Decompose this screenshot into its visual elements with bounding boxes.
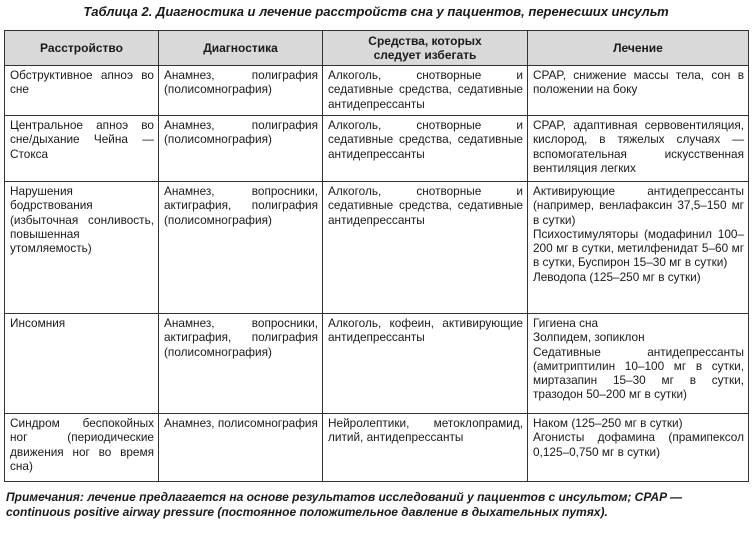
treatment-line: Леводопа (125–250 мг в сутки) (533, 269, 701, 284)
treatment-line: Психостимуляторы (модафинил 100–200 мг в сутки, метилфенидат 5–60 мг в сутки, Буспирон 15–30 мг в сутки) (533, 226, 744, 270)
header-disorder: Расстройство (5, 31, 159, 66)
header-diagnostics: Диагностика (159, 31, 323, 66)
cell-treatment (528, 66, 749, 116)
table-notes: Примечания: лечение предлагается на основе результатов исследований у пациентов с инсультом; CPAP — continuous positive airway pressure (постоянное положительное давление в дыхательных путях). (6, 490, 682, 519)
header-avoid-line-2: следует избегать (373, 48, 477, 62)
table-row (5, 66, 749, 116)
cell-avoid: Нейролептики, метоклопрамид, литий, антидепрессанты (323, 414, 528, 482)
treatment-line: Седативные антидепрессанты (амитриптилин 10–100 мг в сутки, миртазапин 15–30 мг в сутки, тразодон 50–200 мг в сутки) (533, 344, 744, 402)
cell-diagnostics: Анамнез, полиграфия (полисомнография) (159, 66, 323, 116)
cell-diagnostics: Анамнез, полисомнография (159, 414, 323, 482)
treatment-line: Активирующие антидепрессанты (например, венлафаксин 37,5–150 мг в сутки) (533, 184, 744, 227)
table-header-row (5, 31, 749, 66)
treatment-line: Наком (125–250 мг в сутки) (533, 416, 683, 430)
header-avoid-line-1: Средства, которых (368, 33, 482, 48)
cell-avoid: Алкоголь, кофеин, активирующие антидепрессанты (323, 314, 528, 414)
treatment-line: Золпидем, зопиклон (533, 330, 645, 345)
table-row (5, 314, 749, 414)
cell-treatment (528, 116, 749, 182)
cell-disorder: Обструктивное апноэ во сне (5, 66, 159, 116)
table-title: Таблица 2. Диагностика и лечение расстройств сна у пациентов, перенесших инсульт (83, 4, 669, 19)
table-row (5, 182, 749, 314)
cell-treatment (528, 182, 749, 314)
cell-diagnostics: Анамнез, полиграфия (полисомнография) (159, 116, 323, 182)
treatment-line: Гигиена сна (533, 316, 599, 330)
treatment-line: Агонисты дофамина (прамипексол 0,125–0,750 мг в сутки) (533, 430, 744, 459)
table-row (5, 116, 749, 182)
cell-avoid: Алкоголь, снотворные и седативные средства, седативные антидепрессанты (323, 66, 528, 116)
cell-avoid: Алкоголь, снотворные и седативные средства, седативные антидепрессанты (323, 116, 528, 182)
cell-treatment (528, 414, 749, 482)
cell-diagnostics: Анамнез, вопросники, актиграфия, полиграфия (полисомнография) (159, 182, 323, 314)
header-treatment: Лечение (528, 31, 749, 66)
cell-avoid: Алкоголь, снотворные и седативные средства, седативные антидепрессанты (323, 182, 528, 314)
treatment-line: CPAP, адаптивная сервовентиляция, кислород, в тяжелых случаях — вспомогательная искусственная вентиляция легких (533, 118, 744, 175)
cell-disorder: Синдром беспокойных ног (периодические движения ног во время сна) (5, 414, 159, 482)
cell-disorder: Инсомния (5, 314, 159, 414)
sleep-disorders-table (4, 30, 749, 482)
header-avoid (323, 31, 528, 66)
cell-disorder: Центральное апноэ во сне/дыхание Чейна — Стокса (5, 116, 159, 182)
table-row (5, 414, 749, 482)
treatment-line: CPAP, снижение массы тела, сон в положении на боку (533, 68, 744, 97)
cell-treatment (528, 314, 749, 414)
cell-diagnostics: Анамнез, вопросники, актиграфия, полиграфия (полисомнография) (159, 314, 323, 414)
cell-disorder: Нарушения бодрствования (избыточная сонливость, повышенная утомляемость) (5, 182, 159, 314)
